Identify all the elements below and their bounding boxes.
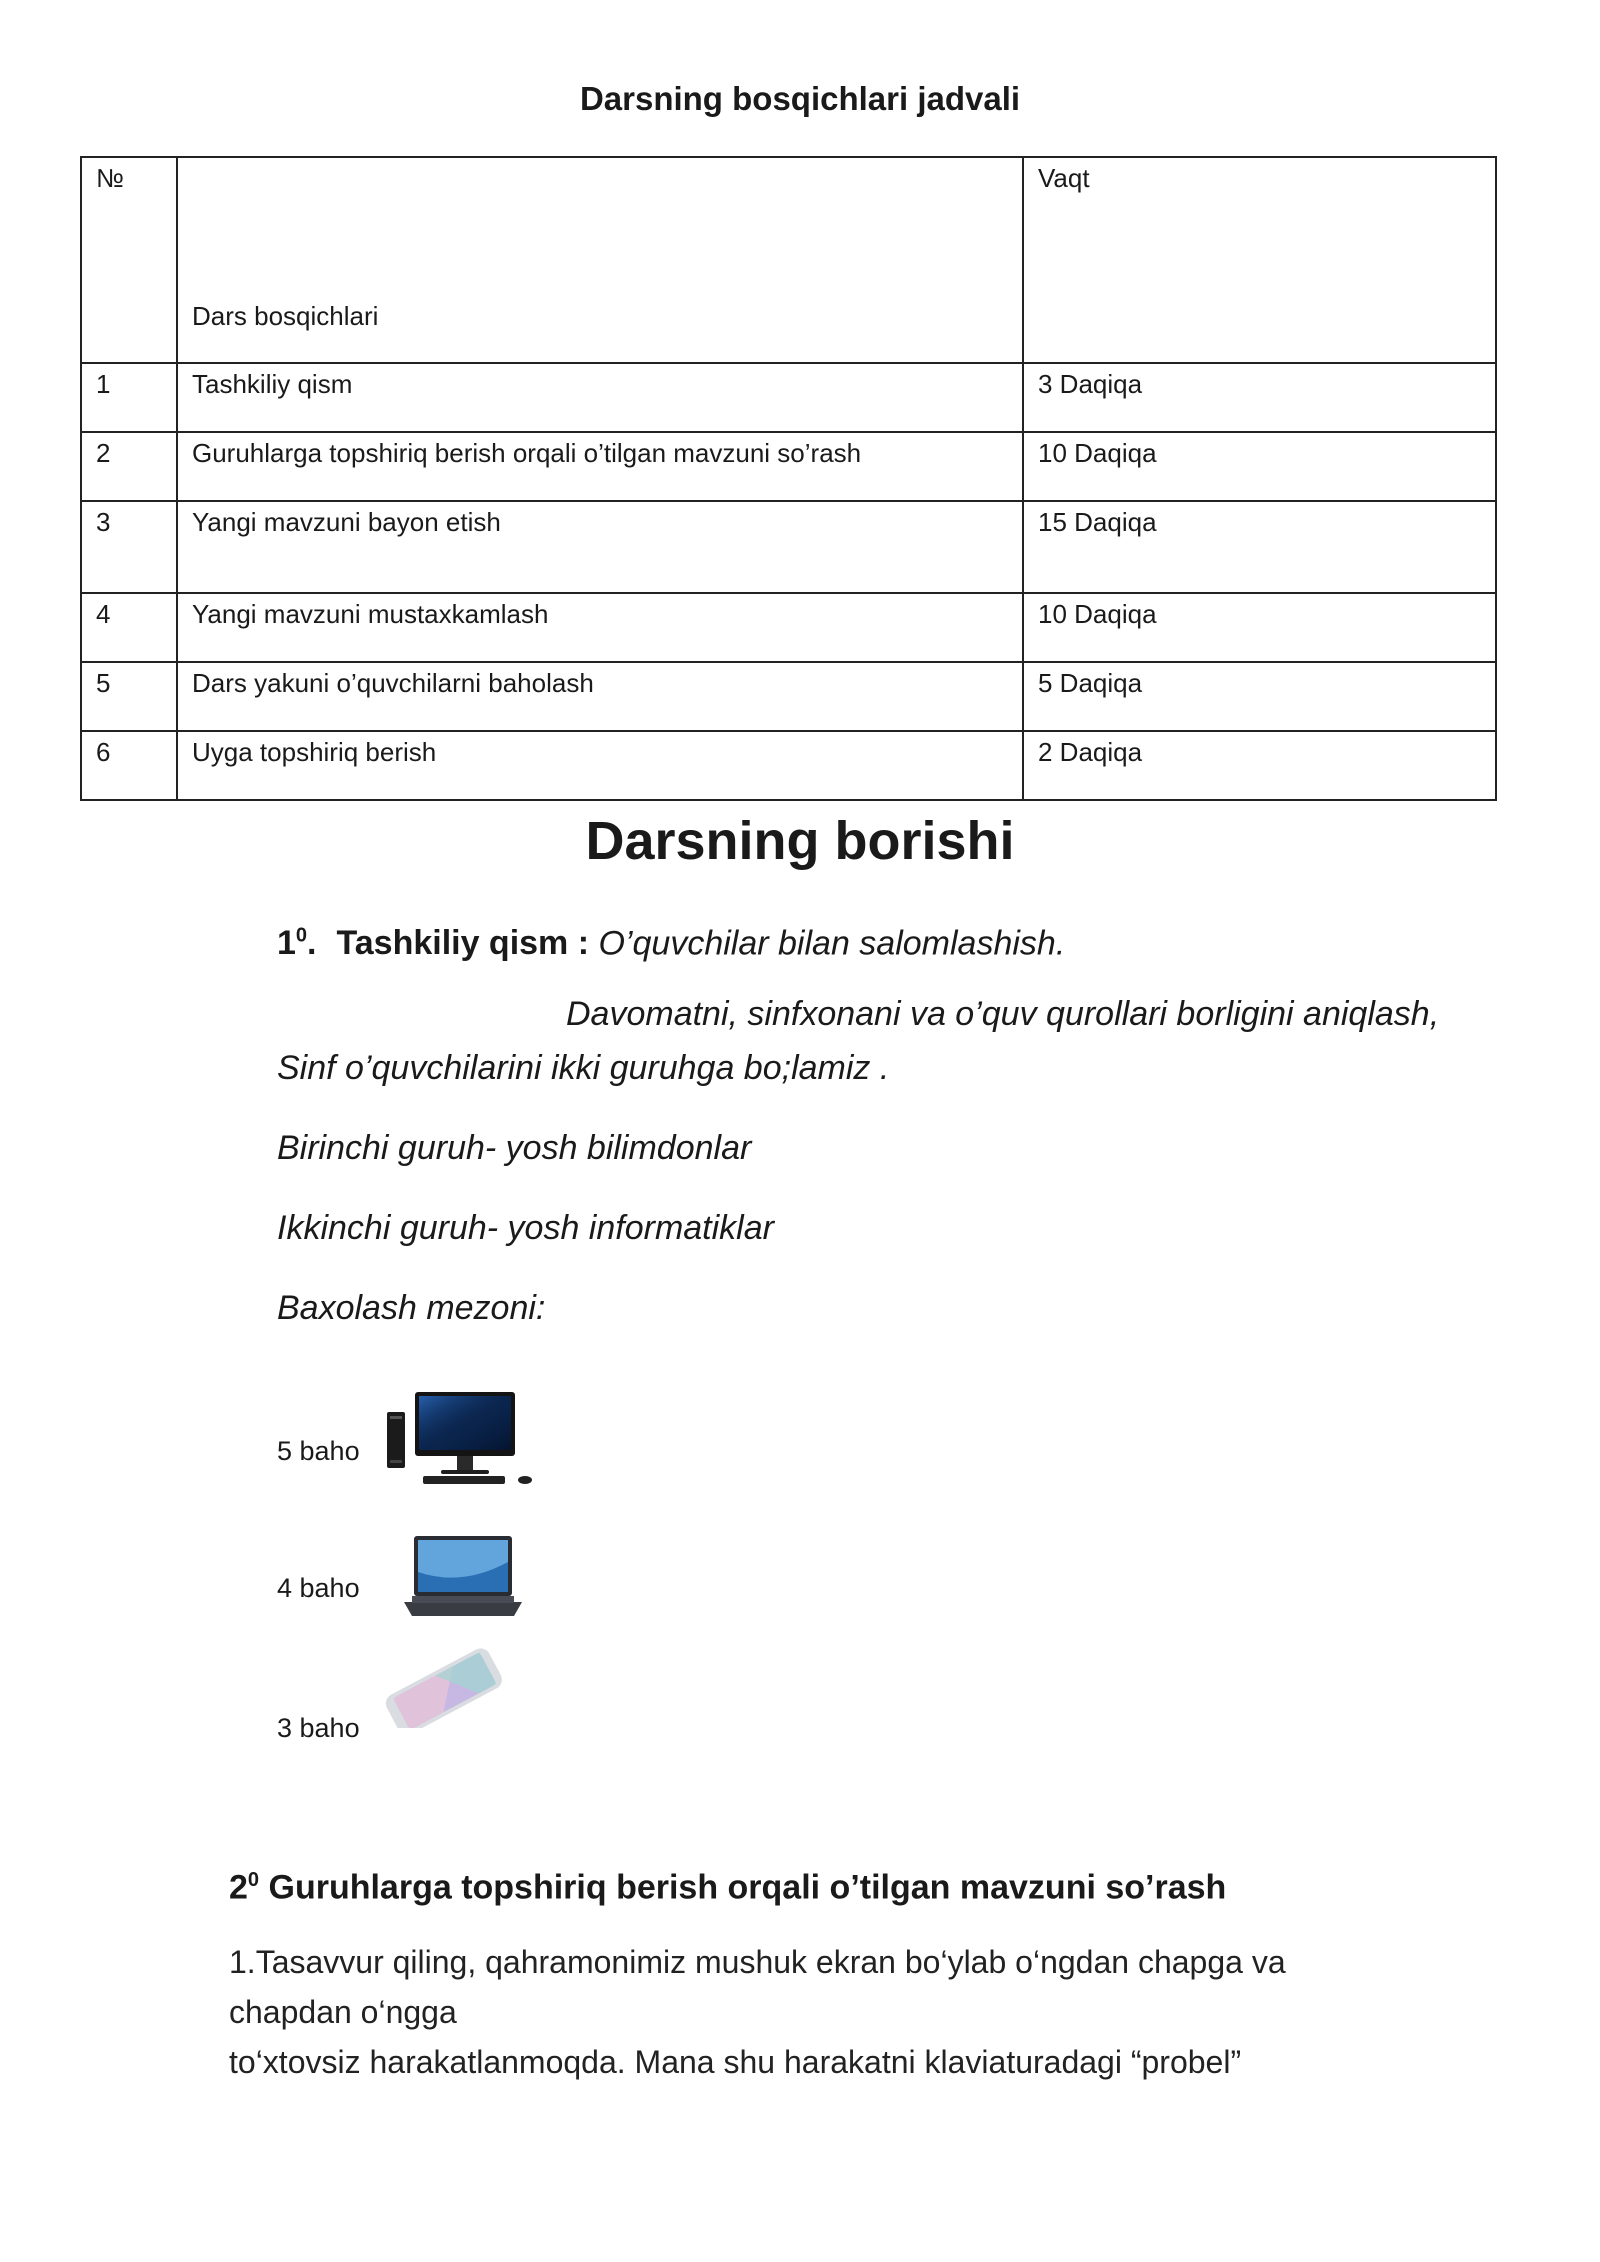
row-stage: Yangi mavzuni mustaxkamlash <box>177 593 1023 662</box>
attendance-line: Davomatni, sinfxonani va o’quv qurollari borligini aniqlash, <box>566 995 1440 1033</box>
grade-3-label: 3 baho <box>277 1713 360 1743</box>
table-row <box>81 662 1496 731</box>
lesson-stages-table <box>80 156 1497 801</box>
section-2-heading <box>229 1858 1226 1909</box>
row-stage: Yangi mavzuni bayon etish <box>177 501 1023 593</box>
smartphone-icon <box>372 1648 512 1728</box>
section-1-number-text: 1 <box>277 924 296 963</box>
row-num: 3 <box>81 501 177 593</box>
section-1-text: O’quvchilar bilan salomlashish. <box>589 924 1066 963</box>
row-stage: Guruhlarga topshiriq berish orqali o’tilgan mavzuni so’rash <box>177 432 1023 501</box>
row-time: 15 Daqiqa <box>1023 501 1496 593</box>
group-1-line: Birinchi guruh- yosh bilimdonlar <box>277 1129 752 1167</box>
table-row <box>81 501 1496 593</box>
row-time: 3 Daqiqa <box>1023 363 1496 432</box>
section-1-number <box>277 924 317 962</box>
table-title: Darsning bosqichlari jadvali <box>579 80 1021 117</box>
group-2-line: Ikkinchi guruh- yosh informatiklar <box>277 1209 774 1247</box>
table-row <box>81 363 1496 432</box>
row-time: 5 Daqiqa <box>1023 662 1496 731</box>
header-stage-cell <box>177 157 1023 363</box>
row-num: 6 <box>81 731 177 800</box>
row-stage: Dars yakuni o’quvchilarni baholash <box>177 662 1023 731</box>
paragraph-line-1: 1.Tasavvur qiling, qahramonimiz mushuk ekran bo‘ylab o‘ngdan chapga va <box>229 1944 1286 1980</box>
grade-4-label: 4 baho <box>277 1573 360 1603</box>
header-stage: Dars bosqichlari <box>192 301 379 331</box>
paragraph-line-3: to‘xtovsiz harakatlanmoqda. Mana shu harakatni klaviaturadagi “probel” <box>229 2044 1242 2080</box>
criteria-line: Baxolash mezoni: <box>277 1289 546 1327</box>
header-time: Vaqt <box>1023 157 1496 363</box>
row-num: 5 <box>81 662 177 731</box>
main-heading: Darsning borishi <box>585 811 1015 871</box>
table-header-row <box>81 157 1496 363</box>
row-num: 4 <box>81 593 177 662</box>
table-row <box>81 593 1496 662</box>
section-1-number-suffix: . <box>307 924 317 963</box>
section-1-label: Tashkiliy qism : <box>336 924 590 963</box>
section-2-number: 2 <box>229 1868 248 1907</box>
paragraph-line-2: chapdan o‘ngga <box>229 1994 457 2030</box>
section-2-title: Guruhlarga topshiriq berish orqali o’tilgan mavzuni so’rash <box>259 1868 1227 1907</box>
grade-5-label: 5 baho <box>277 1436 360 1466</box>
table-row <box>81 731 1496 800</box>
table-row <box>81 432 1496 501</box>
section-1-superscript: 0 <box>295 925 308 947</box>
row-stage: Uyga topshiriq berish <box>177 731 1023 800</box>
row-num: 1 <box>81 363 177 432</box>
row-time: 10 Daqiqa <box>1023 593 1496 662</box>
row-time: 2 Daqiqa <box>1023 731 1496 800</box>
header-num: № <box>81 157 177 363</box>
row-time: 10 Daqiqa <box>1023 432 1496 501</box>
section-1-heading <box>277 914 1065 965</box>
desktop-computer-icon <box>385 1390 540 1490</box>
group-split-line: Sinf o’quvchilarini ikki guruhga bo;lamiz . <box>277 1049 890 1087</box>
laptop-icon <box>402 1532 524 1622</box>
row-num: 2 <box>81 432 177 501</box>
row-stage: Tashkiliy qism <box>177 363 1023 432</box>
section-2-superscript: 0 <box>247 1869 260 1891</box>
